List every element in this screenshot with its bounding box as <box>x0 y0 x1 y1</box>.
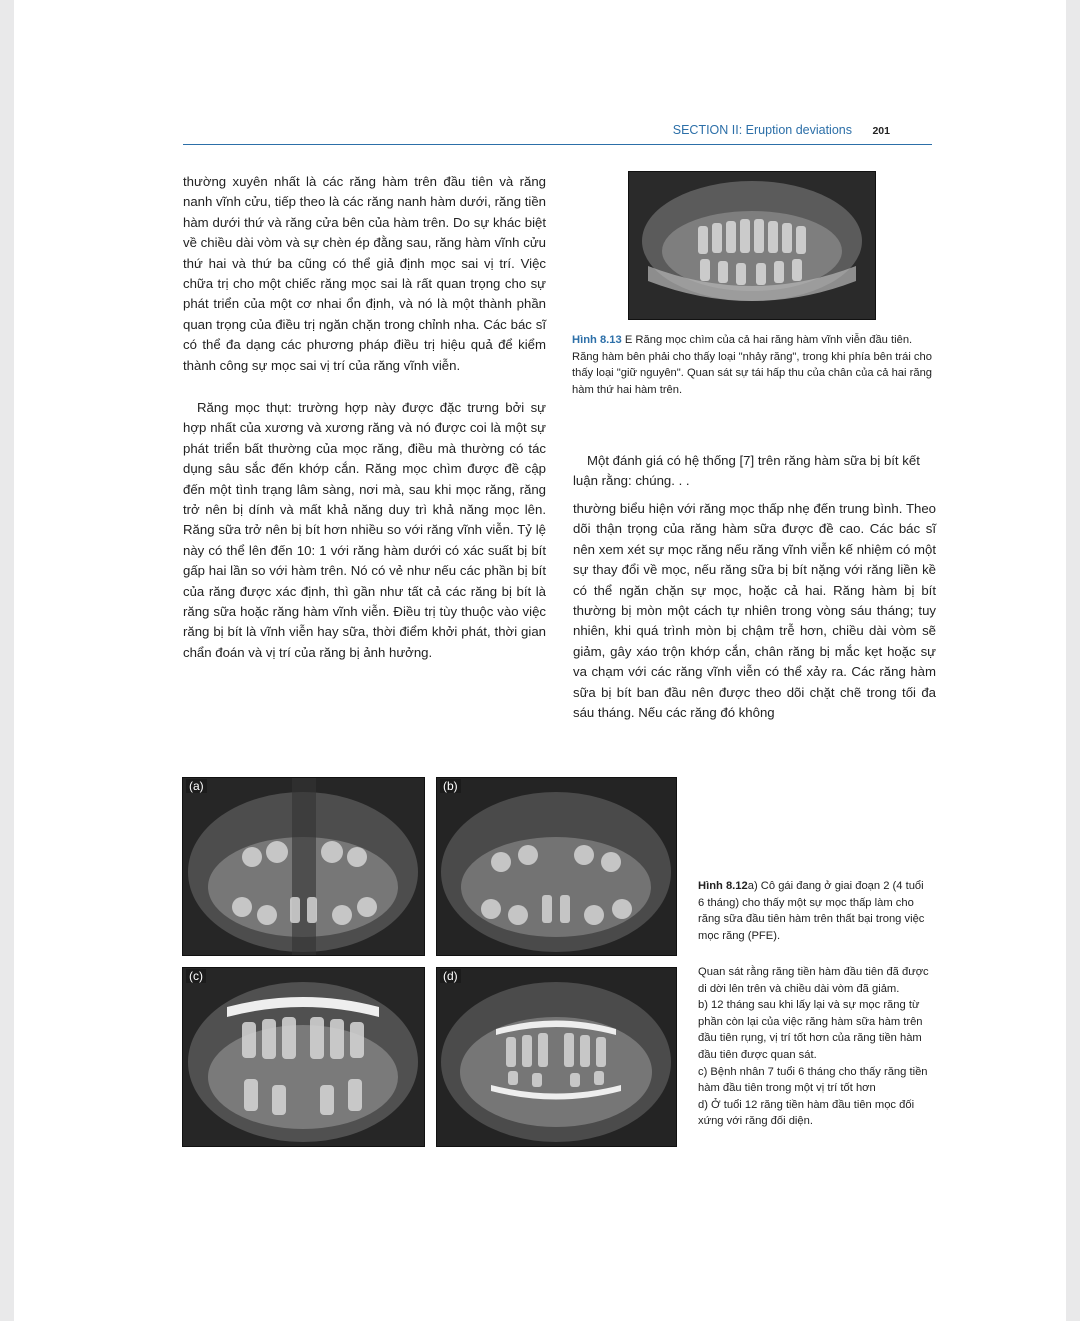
figure-8-12-panel-a <box>182 777 425 956</box>
figure-8-12-panel-d <box>436 967 677 1147</box>
running-header <box>183 122 932 145</box>
caption-line-observation: Quan sát rằng răng tiền hàm đầu tiên đã được di dời lên trên và chiều dài vòm đã giảm. <box>698 966 929 995</box>
figure-8-12-caption-a-text: a) Cô gái đang ở giai đoạn 2 (4 tuổi 6 tháng) cho thấy một sự mọc thấp làm cho răng sữa đầu tiên hàm trên thất bại trong việc mọc răng (PFE). <box>698 880 925 942</box>
figure-8-12-panel-b <box>436 777 677 956</box>
panel-label-a: (a) <box>186 779 207 793</box>
page-number: 201 <box>872 125 890 137</box>
caption-line-c: c) Bệnh nhân 7 tuổi 6 tháng cho thấy răng tiền hàm đầu tiên trong một vị trí tốt hơn <box>698 1065 928 1095</box>
figure-8-12-caption-details <box>698 964 930 1130</box>
figure-8-12-panel-c <box>182 967 425 1147</box>
left-paragraph-2: Răng mọc thụt: trường hợp này được đặc trưng bởi sự hợp nhất của xương và xương răng và nó được coi là một sự phát triển bất thường của mọc răng, điều mà thường có tác dụng sâu sắc đến khớp cắn. Răng mọc chìm được đề cập đến một tình trạng lâm sàng, nơi mà, sau khi mọc răng, răng trở nên bị dính và mất khả năng duy trì khả năng mọc lên. Răng sữa trở nên bị bít hơn nhiều so với răng vĩnh viễn. Tỷ lệ này có thể lên đến 10: 1 với răng hàm dưới có xác suất bị bít gấp hai lần so với hàm trên. Nó có vẻ như nếu các phần bị bít của răng được xác định, thì gần như tất cả các răng bị bít là răng sữa hoặc răng hàm vĩnh viễn. Điều trị tùy thuộc vào việc răng bị bít là vĩnh viễn hay sữa, thời điểm khởi phát, thời gian chẩn đoán và vị trí của răng bị ảnh hưởng. <box>183 400 546 660</box>
right-paragraph-1: Một đánh giá có hệ thống [7] trên răng hàm sữa bị bít kết luận rằng: chúng. . . <box>573 453 920 489</box>
figure-8-13-xray-image <box>628 171 876 320</box>
panel-label-b: (b) <box>440 779 461 793</box>
figure-8-12-label: Hình 8.12 <box>698 880 748 892</box>
left-paragraph-1: thường xuyên nhất là các răng hàm trên đầu tiên và răng nanh vĩnh cửu, tiếp theo là các răng nanh hàm dưới, răng tiền hàm dưới thứ và răng cửa bên của hàm trên. Do sự khác biệt về chiều dài vòm và sự chèn ép đằng sau, răng hàm vĩnh cửu thứ hai và thứ ba cũng có thể giả định mọc sai vị trí. Việc chữa trị cho một chiếc răng mọc sai là rất quan trọng cho sự phát triển của một cơ nhai ổn định, và nó là một thành phần quan trọng của điều trị ngăn chặn trong chỉnh nha. Các bác sĩ có thể đa dạng các phương pháp điều trị hiệu quả để kiểm thành công sự mọc sai vị trí của răng vĩnh viễn. <box>183 174 546 373</box>
panel-label-c: (c) <box>186 969 206 983</box>
figure-8-13-label: Hình 8.13 <box>572 334 622 346</box>
caption-line-b: b) 12 tháng sau khi lấy lại và sự mọc răng từ phần còn lại của việc răng hàm sữa hàm trên đầu tiên rụng, vị trí tốt hơn của răng tiền hàm đầu tiên được quan sát. <box>698 999 923 1061</box>
figure-8-12-caption-a <box>698 878 930 944</box>
header-section-title: SECTION II: Eruption deviations <box>672 123 852 137</box>
panel-label-d: (d) <box>440 969 461 983</box>
right-paragraph-2: thường biểu hiện với răng mọc thấp nhẹ đến trung bình. Theo dõi thận trọng của răng hàm sữa được đề cao. Các bác sĩ nên xem xét sự mọc răng nếu răng vĩnh viễn kế nhiệm có một sự thay đổi về mọc, nếu răng sữa bị bít nặng với răng liền kề có thể ngăn chặn sự mọc, hoặc cả hai. Răng hàm bị bít thường bị mòn một cách tự nhiên trong vòng sáu tháng; tuy nhiên, khi quá trình mòn bị chậm trễ hơn, chiều dài vòm sẽ giảm, gây xáo trộn khớp cắn, chân răng bị mắc kẹt hoặc sự va chạm với các răng vĩnh viễn có thể xảy ra. Các răng hàm sữa bị bít ban đầu nên được theo dõi chặt chẽ trong tối đa sáu tháng. Nếu các răng đó không <box>573 501 936 721</box>
figure-8-13-caption-text: E Răng mọc chìm của cả hai răng hàm vĩnh viễn đầu tiên. Răng hàm bên phải cho thấy loại "nhảy răng", trong khi phía bên trái cho thấy loại "giữ nguyên". Quan sát sự tái hấp thu của chân của cả hai răng hàm thứ hai hàm trên. <box>572 334 933 396</box>
caption-line-d: d) Ở tuổi 12 răng tiền hàm đầu tiên mọc đối xứng với răng đối diện. <box>698 1098 915 1128</box>
figure-8-13-caption <box>572 332 934 398</box>
